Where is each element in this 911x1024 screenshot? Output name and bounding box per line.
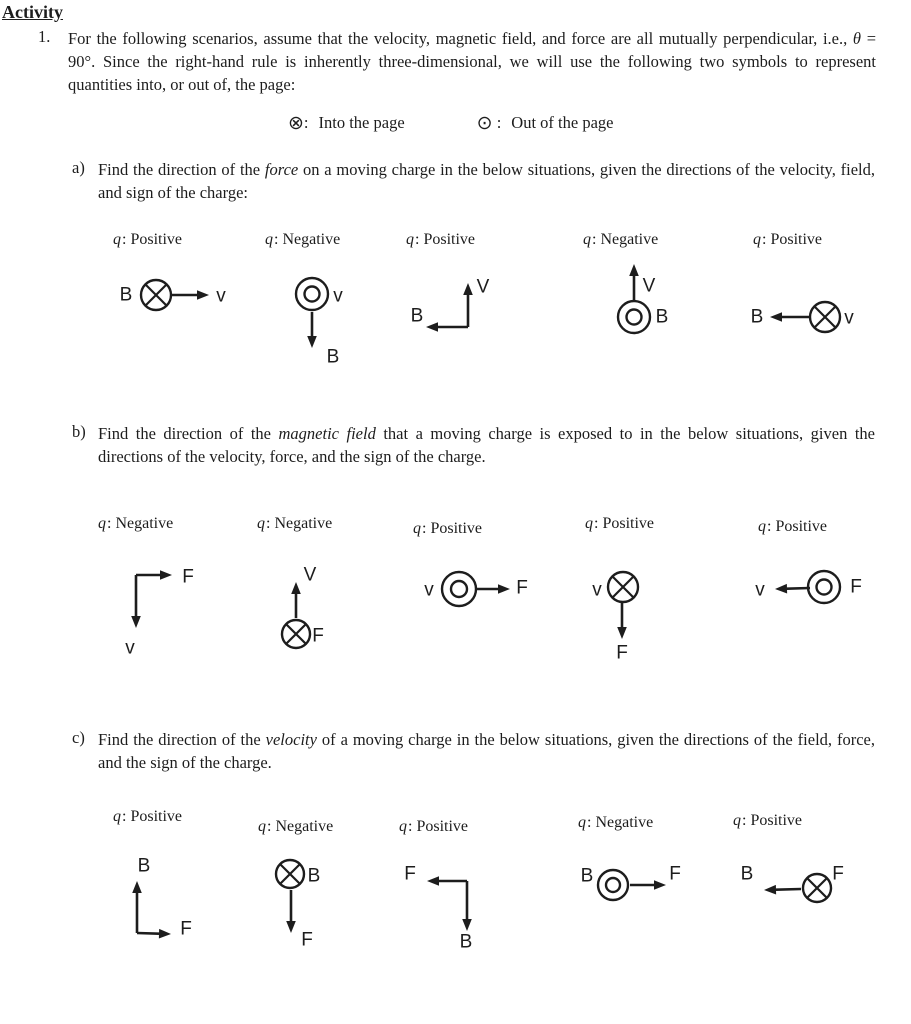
- charge-label-b4: q: Positive: [585, 515, 655, 532]
- charge-label-c1: q: Positive: [113, 808, 183, 825]
- svg-text:B: B: [580, 865, 594, 887]
- svg-text:v: v: [333, 285, 343, 307]
- svg-text:B: B: [740, 863, 754, 885]
- svg-text:V: V: [303, 564, 317, 586]
- arrow: [775, 584, 810, 594]
- scenario-figure-b5: [755, 571, 862, 603]
- charge-symbol: q: [753, 231, 761, 248]
- section-b-prompt: [72, 422, 875, 468]
- text-run: Find the direction of the: [98, 424, 279, 443]
- vector-label: [180, 919, 192, 940]
- out-of-page-icon: [808, 571, 840, 603]
- svg-text:v: v: [844, 307, 854, 329]
- arrow: [427, 876, 467, 886]
- svg-text:F: F: [669, 863, 681, 885]
- svg-text:v: v: [216, 285, 226, 307]
- legend-label: Out of the page: [511, 113, 614, 132]
- charge-symbol: q: [113, 808, 121, 825]
- scenario-figure-a3: [411, 277, 490, 332]
- scenario-figure-c4: [581, 864, 681, 901]
- svg-text:B: B: [750, 306, 764, 328]
- svg-text:B: B: [655, 306, 669, 328]
- charge-symbol: q: [265, 231, 273, 248]
- into-page-icon: ⊗: [288, 113, 304, 134]
- scenario-figure-b2: [282, 565, 324, 649]
- arrow: [172, 290, 209, 300]
- vector-label: [656, 307, 669, 328]
- out-of-page-icon: [598, 870, 628, 900]
- scenario-figure-c3: [404, 864, 472, 953]
- svg-text:F: F: [832, 863, 844, 885]
- svg-text:B: B: [307, 865, 321, 887]
- vector-label: [308, 866, 321, 887]
- text-run: that a moving charge is exposed to in the below situations, given the directions of the velocity, force, and the sign of the charge.: [98, 424, 876, 466]
- charge-label-b5: q: Positive: [758, 518, 828, 535]
- svg-text:v: v: [125, 637, 135, 659]
- legend-colon: :: [303, 113, 309, 132]
- out-of-page-icon: [618, 301, 650, 333]
- charge-symbol: q: [406, 231, 414, 248]
- into-page-icon: [141, 280, 171, 310]
- italic-term: velocity: [265, 730, 317, 749]
- vector-label: [755, 580, 765, 601]
- into-page-icon: [282, 620, 310, 648]
- out-of-page-icon: ⊙: [476, 113, 493, 134]
- text-run: For the following scenarios, assume that the velocity, magnetic field, and force are all mutually perpendicular, i.e.,: [68, 29, 853, 48]
- section-b-marker: b): [72, 422, 86, 441]
- svg-text:B: B: [326, 346, 340, 368]
- arrow: [137, 929, 171, 939]
- scenario-figure-a2: [296, 278, 343, 368]
- text-run: = 90°. Since the right-hand rule is inherently three-dimensional, we will use the following two symbols to represent quantities into, or out of, the page:: [68, 29, 876, 94]
- text-run: on a moving charge in the below situations, given the directions of the velocity, field, and sign of the charge:: [98, 160, 876, 202]
- intro-text: [68, 27, 876, 96]
- svg-text:V: V: [642, 275, 656, 297]
- text-run: Find the direction of the: [98, 730, 266, 749]
- section-b-prompt-text: [98, 422, 875, 468]
- svg-text:F: F: [404, 863, 416, 885]
- charge-label-c4: q: Negative: [578, 814, 654, 831]
- arrow: [462, 881, 472, 931]
- charge-symbol: q: [583, 231, 591, 248]
- section-a-scenarios: [0, 226, 911, 376]
- vector-label: [312, 626, 324, 647]
- figures-section-b: [0, 555, 911, 695]
- vector-label: [301, 930, 313, 951]
- svg-text:v: v: [424, 579, 434, 601]
- into-page-icon: [608, 572, 638, 602]
- scenario-figure-c2: [276, 860, 320, 951]
- italic-term: force: [264, 160, 299, 179]
- svg-text:B: B: [137, 855, 151, 877]
- arrow: [770, 312, 809, 322]
- page-title: Activity: [2, 2, 63, 22]
- charge-symbol: q: [578, 814, 586, 831]
- arrow: [131, 575, 141, 628]
- out-of-page-icon: [442, 572, 476, 606]
- scenario-figure-a4: [618, 264, 668, 333]
- charge-label-a4: q: Negative: [583, 231, 659, 248]
- charge-symbol: q: [758, 518, 766, 535]
- svg-text:F: F: [182, 566, 194, 588]
- scenario-figure-b4: [592, 572, 638, 664]
- vector-label: [741, 864, 754, 885]
- svg-text:F: F: [312, 625, 324, 647]
- vector-label: [616, 643, 628, 664]
- svg-text:F: F: [180, 918, 192, 940]
- charge-label-b1: q: Negative: [98, 515, 174, 532]
- svg-text:F: F: [616, 642, 628, 664]
- charge-label-b3: q: Positive: [413, 520, 483, 537]
- into-page-icon: [810, 302, 840, 332]
- svg-text:B: B: [119, 284, 133, 306]
- charge-symbol: q: [258, 818, 266, 835]
- charge-label-a1: q: Positive: [113, 231, 183, 248]
- charge-symbol: q: [113, 231, 121, 248]
- vector-label: [424, 580, 434, 601]
- section-c-prompt: [72, 728, 875, 774]
- text-run: Find the direction of the: [98, 160, 265, 179]
- vector-label: [643, 276, 656, 297]
- arrow: [286, 890, 296, 933]
- vector-label: [125, 638, 135, 659]
- legend-item-out: [477, 111, 614, 134]
- vector-label: [592, 580, 602, 601]
- scenario-figure-b3: [424, 572, 528, 606]
- list-number: 1.: [38, 27, 51, 46]
- scenario-figure-c5: [741, 864, 844, 903]
- arrow: [617, 603, 627, 639]
- charge-symbol: q: [98, 515, 106, 532]
- section-a-prompt-text: [98, 158, 875, 204]
- into-page-icon: [803, 874, 831, 902]
- arrow: [630, 880, 666, 890]
- into-page-icon: [276, 860, 304, 888]
- text-run: of a moving charge in the below situations, given the directions of the field, force, and the sign of the charge.: [98, 730, 875, 772]
- section-a-prompt: [72, 158, 875, 204]
- vector-label: [850, 577, 862, 598]
- vector-label: [460, 932, 473, 953]
- vector-label: [327, 347, 340, 368]
- svg-text:v: v: [755, 579, 765, 601]
- vector-label: [832, 864, 844, 885]
- symbol-legend: [288, 111, 613, 134]
- arrow: [477, 584, 510, 594]
- vector-label: [516, 578, 528, 599]
- arrow: [764, 885, 801, 895]
- svg-text:F: F: [301, 929, 313, 951]
- vector-label: [182, 567, 194, 588]
- figures-section-c: [0, 845, 911, 970]
- charge-symbol: q: [413, 520, 421, 537]
- section-a-marker: a): [72, 158, 85, 177]
- svg-text:V: V: [476, 276, 490, 298]
- vector-label: [669, 864, 681, 885]
- arrow: [136, 570, 172, 580]
- vector-label: [216, 286, 226, 307]
- charge-label-c3: q: Positive: [399, 818, 469, 835]
- charge-label-b2: q: Negative: [257, 515, 333, 532]
- section-c-scenarios: [0, 806, 911, 971]
- arrow: [426, 322, 468, 332]
- italic-term: θ: [852, 29, 862, 48]
- vector-label: [477, 277, 490, 298]
- vector-label: [404, 864, 416, 885]
- vector-label: [333, 286, 343, 307]
- arrow: [132, 881, 142, 933]
- charge-label-a3: q: Positive: [406, 231, 476, 248]
- scenario-figure-a5: [751, 302, 855, 332]
- legend-colon: :: [492, 113, 502, 132]
- charge-label-a2: q: Negative: [265, 231, 341, 248]
- arrow: [463, 283, 473, 327]
- intro-item: [38, 27, 876, 96]
- arrow: [291, 582, 301, 618]
- section-c-prompt-text: [98, 728, 875, 774]
- charge-symbol: q: [585, 515, 593, 532]
- vector-label: [751, 307, 764, 328]
- charge-label-c5: q: Positive: [733, 812, 803, 829]
- charge-label-c2: q: Negative: [258, 818, 334, 835]
- charge-symbol: q: [257, 515, 265, 532]
- legend-label: Into the page: [318, 113, 405, 132]
- out-of-page-icon: [296, 278, 328, 310]
- vector-label: [120, 285, 133, 306]
- vector-label: [581, 866, 594, 887]
- svg-text:B: B: [459, 931, 473, 953]
- svg-text:B: B: [410, 305, 424, 327]
- section-c-marker: c): [72, 728, 85, 747]
- svg-text:v: v: [592, 579, 602, 601]
- scenario-figure-b1: [125, 567, 194, 659]
- vector-label: [304, 565, 317, 586]
- section-b-scenarios: [0, 512, 911, 697]
- vector-label: [844, 308, 854, 329]
- italic-term: magnetic field: [278, 424, 376, 443]
- vector-label: [411, 306, 424, 327]
- charge-symbol: q: [733, 812, 741, 829]
- legend-item-into: [288, 111, 405, 134]
- figures-section-a: [0, 258, 911, 376]
- arrow: [629, 264, 639, 301]
- scenario-figure-a1: [120, 280, 227, 310]
- arrow: [307, 312, 317, 348]
- svg-text:F: F: [516, 577, 528, 599]
- charge-symbol: q: [399, 818, 407, 835]
- charge-label-a5: q: Positive: [753, 231, 823, 248]
- scenario-figure-c1: [132, 856, 192, 940]
- svg-text:F: F: [850, 576, 862, 598]
- vector-label: [138, 856, 151, 877]
